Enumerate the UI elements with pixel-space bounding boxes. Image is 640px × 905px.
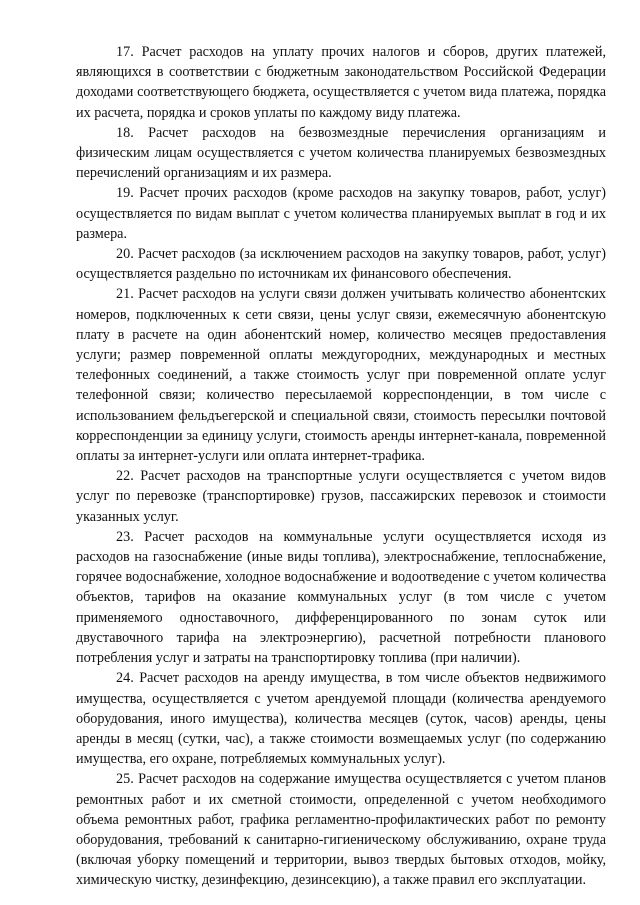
paragraph-25: 25. Расчет расходов на содержание имущества осуществляется с учетом планов ремонтных работ и их сметной стоимости, определенной с учетом необходимого объема ремонтных работ, графика регламентно-профилактических работ по ремонту оборудования, требований к санитарно-гигиеническому обслуживанию, охране труда (включая уборку помещений и территории, вывоз твердых бытовых отходов, мойку, химическую чистку, дезинфекцию, дезинсекцию), а также правил его эксплуатации.	[76, 771, 606, 889]
document-body	[76, 42, 606, 891]
paragraph-23: 23. Расчет расходов на коммунальные услуги осуществляется исходя из расходов на газоснабжение (иные виды топлива), электроснабжение, теплоснабжение, горячее водоснабжение, холодное водоснабжение и водоотведение с учетом количества объектов, тарифов на оказание коммунальных услуг (в том числе с учетом применяемого одноставочного, дифференцированного по зонам суток или двуставочного тарифа на электроэнергию), расчетной потребности планового потребления услуг и затраты на транспортировку топлива (при наличии).	[76, 528, 606, 667]
paragraph-17: 17. Расчет расходов на уплату прочих налогов и сборов, других платежей, являющихся в соответствии с бюджетным законодательством Российской Федерации доходами соответствующего бюджета, осуществляется с учетом вида платежа, порядка их расчета, порядка и сроков уплаты по каждому виду платежа.	[76, 44, 606, 121]
paragraph-19: 19. Расчет прочих расходов (кроме расходов на закупку товаров, работ, услуг) осуществляется по видам выплат с учетом количества планируемых выплат в год и их размера.	[76, 185, 606, 242]
paragraph-22: 22. Расчет расходов на транспортные услуги осуществляется с учетом видов услуг по перевозке (транспортировке) грузов, пассажирских перевозок и стоимости указанных услуг.	[76, 468, 606, 525]
paragraph-24: 24. Расчет расходов на аренду имущества, в том числе объектов недвижимого имущества, осуществляется с учетом арендуемой площади (количества арендуемого оборудования, иного имущества), количества месяцев (суток, часов) аренды, цены аренды в месяц (сутки, час), а также стоимости возмещаемых услуг (по содержанию имущества, его охране, потребляемых коммунальных услуг).	[76, 670, 606, 768]
paragraph-20: 20. Расчет расходов (за исключением расходов на закупку товаров, работ, услуг) осуществляется раздельно по источникам их финансового обеспечения.	[76, 246, 606, 283]
paragraph-21: 21. Расчет расходов на услуги связи должен учитывать количество абонентских номеров, подключенных к сети связи, цены услуг связи, ежемесячную абонентскую плату в расчете на один абонентский номер, количество месяцев предоставления услуги; размер повременной оплаты междугородних, международных и местных телефонных соединений, а также стоимость услуг при повременной оплате услуг телефонной связи; количество пересылаемой корреспонденции, в том числе с использованием фельдъегерской и специальной связи, стоимость пересылки почтовой корреспонденции за единицу услуги, стоимость аренды интернет-канала, повременной оплаты за интернет-услуги или оплата интернет-трафика.	[76, 286, 606, 465]
paragraph-18: 18. Расчет расходов на безвозмездные перечисления организациям и физическим лицам осуществляется с учетом количества планируемых безвозмездных перечислений организациям и их размера.	[76, 124, 606, 182]
